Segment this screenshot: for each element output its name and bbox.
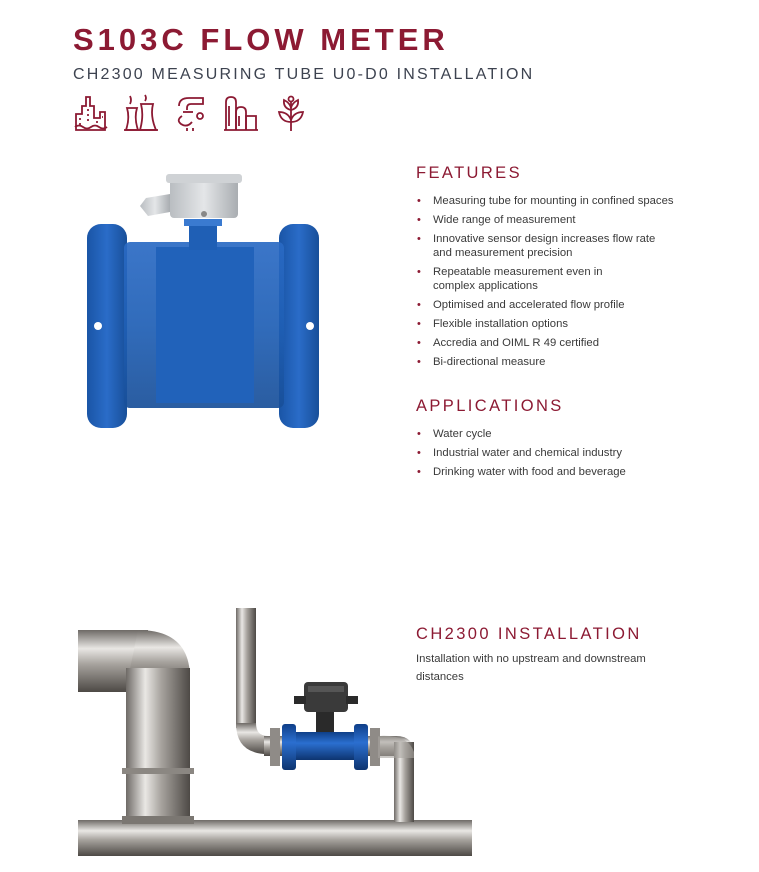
flow-meter-image bbox=[86, 172, 326, 432]
list-item: • Bi-directional measure bbox=[416, 355, 716, 369]
list-item-line: complex applications bbox=[433, 280, 538, 293]
list-item: • Accredia and OIML R 49 certified bbox=[416, 336, 716, 350]
features-list bbox=[416, 194, 716, 374]
list-item: • Flexible installation options bbox=[416, 317, 716, 331]
list-item-line: Innovative sensor design increases flow rate bbox=[433, 233, 656, 245]
page-title: S103C FLOW METER bbox=[73, 22, 449, 57]
list-item: • Measuring tube for mounting in confined spaces bbox=[416, 194, 716, 208]
plant-sprout-icon bbox=[273, 94, 309, 132]
list-item: • Optimised and accelerated flow profile bbox=[416, 298, 716, 312]
industrial-plant-icon bbox=[223, 94, 259, 132]
list-item: • Industrial water and chemical industry bbox=[416, 446, 716, 460]
water-tap-icon bbox=[173, 94, 209, 132]
page-subtitle: CH2300 MEASURING TUBE U0-D0 INSTALLATION bbox=[73, 66, 535, 83]
list-item bbox=[416, 265, 716, 293]
list-item bbox=[416, 232, 716, 260]
applications-heading: APPLICATIONS bbox=[416, 397, 564, 415]
installation-text: Installation with no upstream and downstream distances bbox=[416, 653, 646, 683]
installation-image bbox=[78, 608, 478, 858]
list-item: • Drinking water with food and beverage bbox=[416, 465, 716, 479]
installation-heading: CH2300 INSTALLATION bbox=[416, 625, 642, 643]
list-item: • Wide range of measurement bbox=[416, 213, 716, 227]
city-skyline-icon bbox=[73, 94, 109, 132]
cooling-tower-icon bbox=[123, 94, 159, 132]
list-item-line: Repeatable measurement even in bbox=[433, 266, 603, 279]
application-icons bbox=[73, 94, 309, 132]
list-item-line: and measurement precision bbox=[433, 247, 573, 260]
list-item: • Water cycle bbox=[416, 427, 716, 441]
features-heading: FEATURES bbox=[416, 164, 522, 182]
applications-list bbox=[416, 427, 716, 484]
